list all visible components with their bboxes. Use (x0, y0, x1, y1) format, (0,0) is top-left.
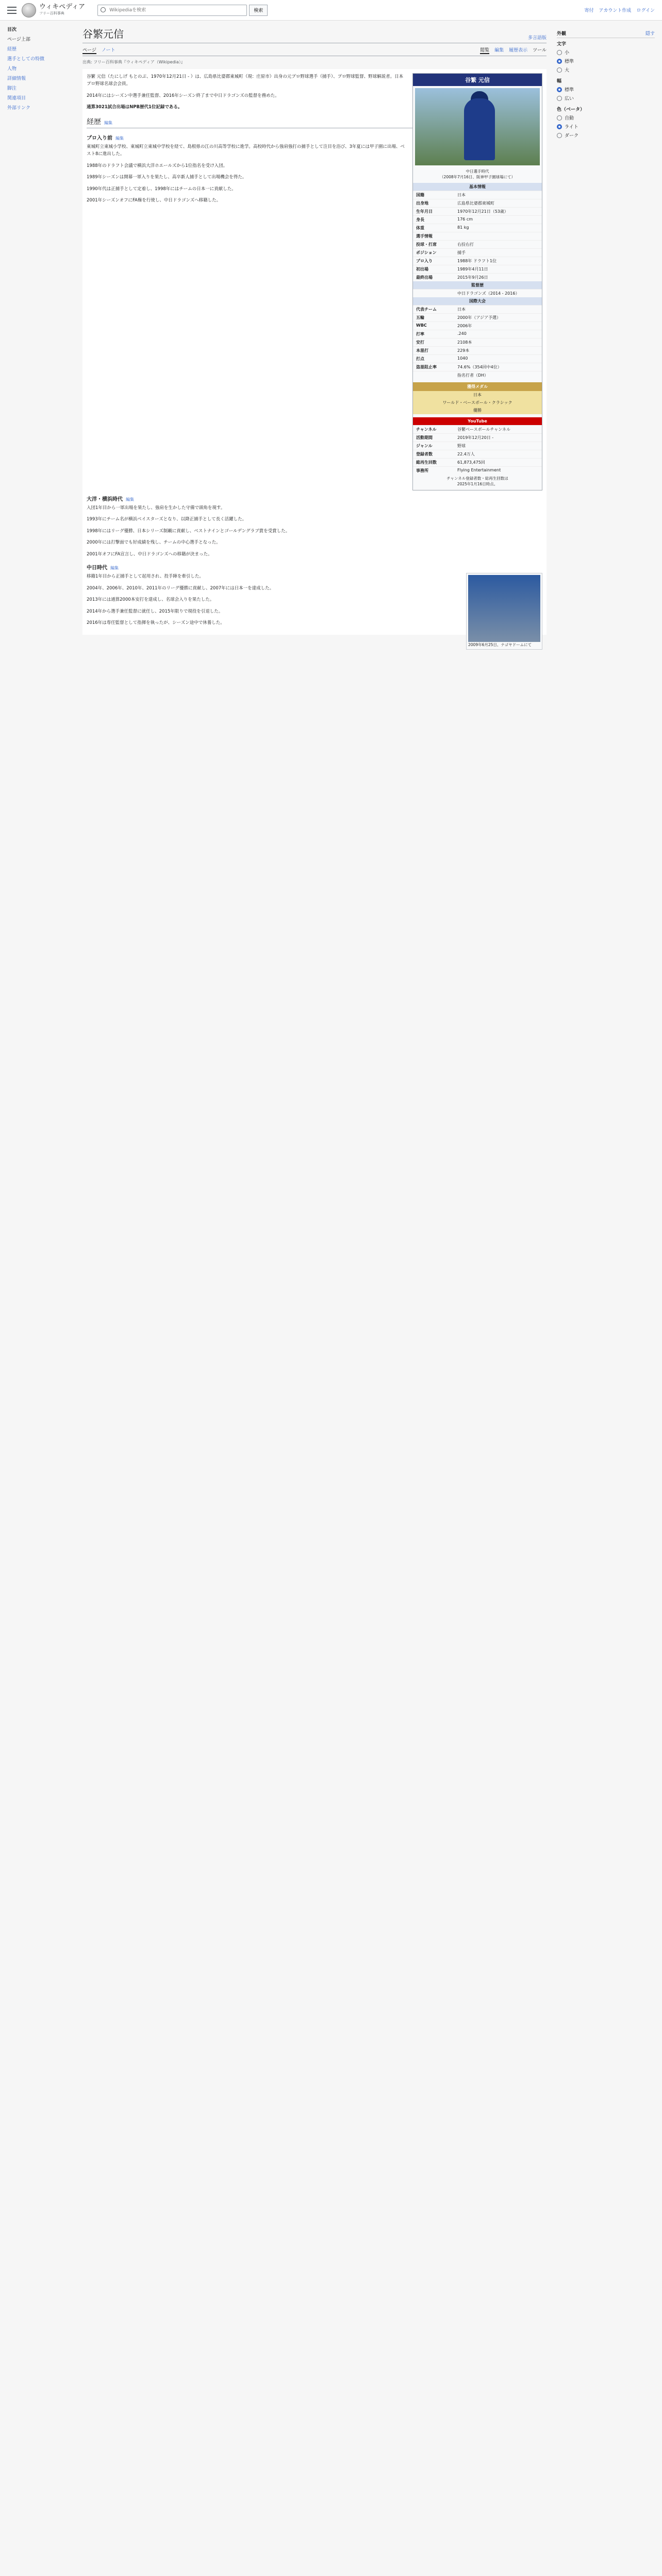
infobox-row (413, 450, 542, 458)
infobox-value: Flying Entertainment (457, 468, 501, 472)
youtube-title: YouTube (413, 417, 542, 425)
infobox-row (413, 354, 542, 363)
infobox-key: 活動期間 (416, 435, 433, 440)
logo-subtitle: フリー百科事典 (39, 11, 64, 15)
infobox-row (413, 458, 542, 466)
infobox-key: 盗塁阻止率 (416, 365, 437, 369)
infobox-section: 監督歴 (413, 281, 542, 289)
body-paragraph: 1988年のドラフト会議で横浜大洋ホエールズから1位指名を受け入団。 (87, 163, 228, 168)
color-option[interactable]: 自動 (557, 114, 655, 121)
infobox-value: 176 cm (457, 217, 473, 222)
language-button[interactable]: 多言語版 (527, 36, 547, 41)
intro-paragraph: 通算3021試合出場はNPB歴代1位記録である。 (87, 105, 183, 110)
infobox-value: 1970年12月21日（53歳） (457, 209, 508, 214)
edit-link[interactable]: 編集 (126, 497, 134, 502)
player-photo[interactable] (415, 88, 540, 165)
thumbnail-image (468, 575, 540, 642)
infobox-row (413, 346, 542, 354)
body-paragraph: 1989年シーズンは開幕一軍入りを果たし、高卒新人捕手として出場機会を得た。 (87, 175, 247, 180)
infobox-key: 五輪 (416, 315, 424, 320)
color-option[interactable]: ダーク (557, 132, 655, 139)
infobox-value: 中日ドラゴンズ（2014 - 2016） (457, 291, 520, 296)
appearance-title: 外観 (557, 31, 567, 37)
infobox-value: 1989年4月11日 (457, 267, 488, 272)
tab-page[interactable]: ページ (82, 46, 96, 54)
donate-link[interactable]: 寄付 (584, 8, 594, 13)
youtube-footer: チャンネル登録者数・総再生回数は 2025年1月16日時点。 (446, 476, 508, 486)
page-title: 谷繁元信 (82, 28, 124, 40)
thumbnail-figure[interactable] (466, 573, 542, 650)
body-paragraph: 2001年シーズンオフにFA権を行使し、中日ドラゴンズへ移籍した。 (87, 197, 221, 203)
infobox-key: 投球・打席 (416, 242, 437, 247)
infobox-value (457, 233, 539, 239)
login-link[interactable]: ログイン (636, 8, 655, 13)
infobox-value: 81 kg (457, 225, 469, 230)
intro-paragraph: 2014年にはシーズン中選手兼任監督、2016年シーズン終了まで中日ドラゴンズの監督を務めた。 (87, 93, 279, 98)
toc-item[interactable]: 外部リンク (7, 106, 30, 111)
intro-paragraph: 谷繁 元信（たにしげ もとのぶ、1970年12月21日 - ）は、広島県比婆郡東城町（現：庄原市）出身の元プロ野球選手（捕手）、プロ野球監督、野球解説者。日本プロ野球名球会会員。 (87, 74, 404, 87)
infobox-row (413, 313, 542, 321)
body-paragraph: 1998年にはリーグ優勝、日本シリーズ制覇に貢献し、ベストナインとゴールデングラブ賞を受賞した。 (87, 528, 290, 534)
toc-item[interactable]: 人物 (7, 66, 17, 72)
body-paragraph: 2016年は専任監督として指揮を執ったが、シーズン途中で休養した。 (87, 620, 225, 625)
site-logo[interactable] (22, 3, 85, 18)
infobox-value: 229本 (457, 348, 470, 353)
medal-title: 獲得メダル (413, 382, 542, 391)
infobox-key: 体重 (416, 226, 424, 230)
infobox-key: 安打 (416, 340, 424, 345)
infobox-row (413, 289, 542, 297)
width-label: 幅 (557, 79, 562, 84)
search-icon (101, 7, 106, 12)
infobox-value: 2019年12月20日 - (457, 435, 494, 440)
infobox-value: 2108本 (457, 340, 472, 345)
tab-tools[interactable]: ツール (533, 48, 547, 53)
search-input[interactable] (97, 5, 247, 16)
medal-result: 優勝 (413, 406, 542, 414)
infobox-row (413, 273, 542, 281)
infobox-key: 打率 (416, 332, 424, 336)
medal-country: 日本 (413, 391, 542, 399)
infobox-key: ジャンル (416, 444, 433, 448)
page-tabs (82, 46, 547, 56)
infobox-key: ポジション (416, 250, 437, 255)
infobox-value: 指名打者（DH） (457, 373, 489, 378)
infobox-value: 野球 (457, 444, 466, 448)
user-links (585, 7, 655, 13)
body-paragraph: 東城町立東城小学校、東城町立東城中学校を経て、島根県の江の川高等学校に進学。高校時代から強肩強打の捕手として注目を浴び、3年夏には甲子園に出場、ベスト8に進出した。 (87, 144, 405, 157)
body-paragraph: 2013年には通算2000本安打を達成し、名球会入りを果たした。 (87, 597, 214, 603)
infobox-key: 最終出場 (416, 275, 433, 280)
infobox-key: 出身地 (416, 201, 428, 206)
infobox-value: 74.6%（354回中4位） (457, 365, 502, 369)
infobox-row (413, 433, 542, 442)
wikipedia-globe-icon (22, 3, 36, 18)
infobox-key: 打点 (416, 357, 424, 361)
infobox-value: .240 (457, 331, 467, 336)
toc-item[interactable]: ページ上部 (7, 37, 30, 42)
infobox-value: 1988年 ドラフト1位 (457, 259, 496, 263)
page-title-bar (82, 26, 547, 43)
infobox-value: 2006年 (457, 324, 472, 328)
color-option[interactable]: ライト (557, 123, 655, 130)
infobox-title: 谷繁 元信 (413, 74, 542, 86)
infobox-row (413, 371, 542, 379)
body-paragraph: 1993年にチーム名が横浜ベイスターズとなり、以降正捕手として長く活躍した。 (87, 517, 247, 522)
infobox-row (413, 232, 542, 240)
toc-item[interactable]: 脚注 (7, 86, 17, 91)
infobox-row (413, 442, 542, 450)
appearance-panel (557, 26, 655, 141)
tab-read[interactable]: 閲覧 (480, 46, 489, 54)
article-body (82, 69, 547, 648)
body-paragraph: 1990年代は正捕手として定着し、1998年にはチームの日本一に貢献した。 (87, 186, 236, 192)
search-button[interactable]: 検索 (249, 5, 268, 16)
infobox-row (413, 248, 542, 257)
infobox-key: チャンネル (416, 427, 437, 432)
tab-history[interactable]: 履歴表示 (509, 48, 528, 53)
infobox-key: 本塁打 (416, 348, 428, 353)
subsection-heading: 中日時代 編集 (87, 565, 119, 571)
text-size-option[interactable]: 大 (557, 66, 655, 73)
photo-caption: 中日選手時代 （2008年7月16日、阪神甲子園球場にて） (440, 169, 515, 179)
infobox-value: 広島県比婆郡東城町 (457, 201, 494, 206)
infobox-row (413, 466, 542, 474)
body-paragraph: 2001年オフにFA宣言し、中日ドラゴンズへの移籍が決まった。 (87, 551, 212, 557)
page-subtitle: 出典: フリー百科事典『ウィキペディア（Wikipedia）』 (82, 60, 185, 64)
infobox-row (413, 191, 542, 199)
body-paragraph: 2000年には打撃面でも好成績を残し、チームの中心選手となった。 (87, 540, 221, 546)
subsection-heading: プロ入り前 編集 (87, 135, 124, 141)
edit-link[interactable]: 編集 (104, 120, 112, 125)
toc-title: 目次 (7, 27, 17, 32)
infobox-key: 総再生回数 (416, 460, 437, 465)
infobox-section: 基本情報 (413, 183, 542, 191)
color-label: 色（ベータ） (557, 107, 585, 112)
infobox-key: 登録者数 (416, 452, 433, 456)
main-menu-icon[interactable] (7, 7, 16, 14)
infobox-row (413, 257, 542, 265)
text-size-option[interactable]: 小 (557, 49, 655, 56)
infobox-key: 生年月日 (416, 209, 433, 214)
infobox-key: プロ入り (416, 259, 433, 263)
infobox-value: 1040 (457, 356, 468, 361)
infobox-value: 2015年9月26日 (457, 275, 488, 280)
infobox-value: 捕手 (457, 250, 466, 255)
infobox-value: 右投右打 (457, 242, 474, 247)
body-paragraph: 2014年から選手兼任監督に就任し、2015年限りで現役を引退した。 (87, 608, 223, 614)
search-form (97, 5, 268, 16)
body-paragraph: 移籍1年目から正捕手として起用され、投手陣を牽引した。 (87, 574, 204, 580)
infobox-value: 日本 (457, 193, 466, 197)
section-heading-career: 経歴 編集 (87, 116, 542, 128)
text-size-option[interactable]: 標準 (557, 58, 655, 64)
infobox-row (413, 207, 542, 215)
infobox-value: 谷繁ベースボールチャンネル (457, 427, 510, 432)
player-figure (464, 98, 495, 160)
text-size-label: 文字 (557, 42, 567, 47)
medal-event: ワールド・ベースボール・クラシック (413, 399, 542, 406)
infobox-row (413, 240, 542, 248)
create-account-link[interactable]: アカウント作成 (599, 8, 632, 13)
hide-button[interactable]: 隠す (645, 31, 655, 37)
infobox-value: 日本 (457, 307, 466, 312)
infobox-value: 22.4万人 (457, 452, 475, 456)
tab-edit[interactable]: 編集 (494, 48, 504, 53)
infobox-key: 選手情報 (416, 234, 433, 239)
infobox-row (413, 338, 542, 346)
infobox-value: 61,873,475回 (457, 460, 485, 465)
toc-item[interactable]: 選手としての特徴 (7, 57, 45, 62)
infobox (412, 73, 542, 490)
infobox-row (413, 321, 542, 330)
infobox-key: 代表チーム (416, 307, 437, 312)
edit-link[interactable]: 編集 (110, 566, 119, 571)
toc-item[interactable]: 関連項目 (7, 96, 26, 101)
table-of-contents (7, 26, 74, 114)
body-paragraph: 入団1年目から一軍出場を果たし、強肩を生かした守備で頭角を現す。 (87, 505, 225, 511)
subsection-heading: 大洋・横浜時代 編集 (87, 497, 134, 502)
body-paragraph: 2004年、2006年、2010年、2011年のリーグ優勝に貢献し、2007年には日本一を達成した。 (87, 585, 274, 591)
infobox-key: 事務所 (416, 468, 428, 473)
toc-item[interactable]: 経歴 (7, 47, 17, 52)
infobox-row (413, 363, 542, 371)
infobox-key (416, 372, 457, 378)
infobox-row (413, 330, 542, 338)
infobox-row (413, 305, 542, 313)
infobox-key: 身長 (416, 217, 424, 222)
infobox-row (413, 199, 542, 207)
main-content (82, 26, 547, 653)
infobox-row (413, 215, 542, 224)
infobox-key: WBC (416, 323, 427, 328)
infobox-row (413, 224, 542, 232)
toc-item[interactable]: 詳細情報 (7, 76, 26, 81)
infobox-key: 初出場 (416, 267, 428, 272)
infobox-key (416, 291, 457, 296)
logo-text (39, 4, 85, 17)
site-header (0, 0, 662, 21)
logo-title: ウィキペディア (39, 3, 86, 11)
width-option[interactable]: 広い (557, 95, 655, 101)
infobox-section: 国際大会 (413, 297, 542, 305)
edit-link[interactable]: 編集 (115, 135, 124, 141)
infobox-row (413, 425, 542, 433)
infobox-row (413, 265, 542, 273)
tab-talk[interactable]: ノート (101, 48, 115, 53)
thumbnail-caption: 2009年6月25日、ナゴヤドームにて (468, 642, 532, 648)
infobox-value: 2000年（アジア予選） (457, 315, 501, 320)
width-option[interactable]: 標準 (557, 86, 655, 93)
infobox-key: 国籍 (416, 193, 424, 197)
